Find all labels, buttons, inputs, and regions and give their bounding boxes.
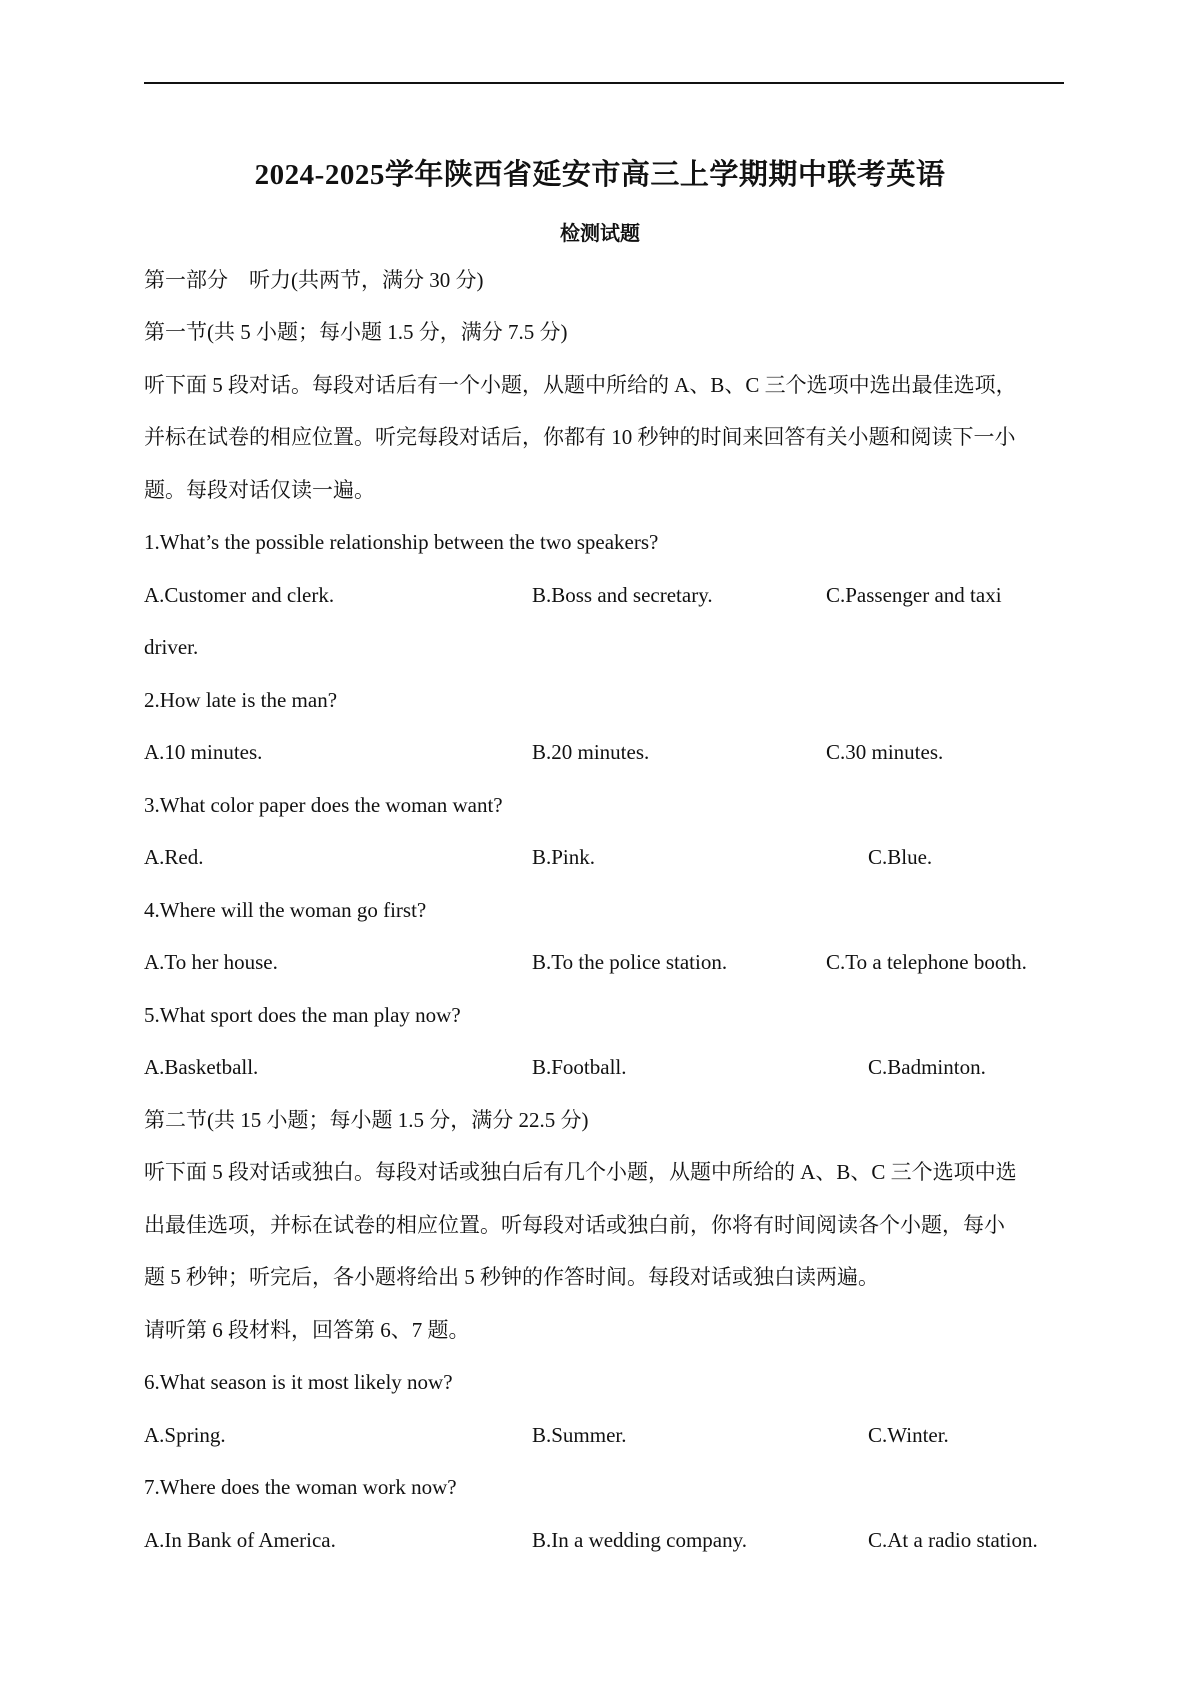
- question-1-option-c-continued: driver.: [144, 635, 199, 659]
- page-subtitle: 检测试题: [560, 223, 640, 245]
- section2-heading: 第二节(共 15 小题；每小题 1.5 分，满分 22.5 分): [144, 1108, 589, 1132]
- question-1-option-a: A.Customer and clerk.: [144, 583, 335, 607]
- section1-instruction-line: 听下面 5 段对话。每段对话后有一个小题，从题中所给的 A、B、C 三个选项中选出最佳选项，: [144, 373, 1017, 397]
- question-6-option-b: B.Summer.: [532, 1423, 627, 1447]
- question-1-option-b: B.Boss and secretary.: [532, 583, 713, 607]
- question-2: 2.How late is the man?: [144, 688, 338, 712]
- question-2-option-a: A.10 minutes.: [144, 740, 263, 764]
- question-2-option-b: B.20 minutes.: [532, 740, 650, 764]
- question-7-option-c: C.At a radio station.: [868, 1528, 1038, 1552]
- question-2-option-c: C.30 minutes.: [826, 740, 944, 764]
- question-4-option-b: B.To the police station.: [532, 950, 728, 974]
- question-6-option-c: C.Winter.: [868, 1423, 949, 1447]
- question-3: 3.What color paper does the woman want?: [144, 793, 503, 817]
- section1-instruction-line: 题。每段对话仅读一遍。: [144, 478, 375, 502]
- question-5-option-c: C.Badminton.: [868, 1055, 986, 1079]
- question-5-option-b: B.Football.: [532, 1055, 627, 1079]
- page-title: 2024-2025学年陕西省延安市高三上学期期中联考英语: [254, 159, 946, 191]
- part1-heading: 第一部分 听力(共两节，满分 30 分): [144, 268, 484, 292]
- question-5-option-a: A.Basketball.: [144, 1055, 259, 1079]
- question-3-option-a: A.Red.: [144, 845, 204, 869]
- section2-instruction-line: 题 5 秒钟；听完后，各小题将给出 5 秒钟的作答时间。每段对话或独白读两遍。: [144, 1265, 879, 1289]
- question-6-option-a: A.Spring.: [144, 1423, 226, 1447]
- question-1: 1.What’s the possible relationship between the two speakers?: [144, 530, 659, 554]
- question-4-option-c: C.To a telephone booth.: [826, 950, 1027, 974]
- question-4: 4.Where will the woman go first?: [144, 898, 427, 922]
- section1-instruction-line: 并标在试卷的相应位置。听完每段对话后，你都有 10 秒钟的时间来回答有关小题和阅读下一小: [144, 425, 1016, 449]
- question-3-option-b: B.Pink.: [532, 845, 596, 869]
- top-rule: [144, 82, 1064, 84]
- question-3-option-c: C.Blue.: [868, 845, 933, 869]
- section2-instruction-line: 听下面 5 段对话或独白。每段对话或独白后有几个小题，从题中所给的 A、B、C 三个选项中选: [144, 1160, 1017, 1184]
- section2-instruction-line: 出最佳选项，并标在试卷的相应位置。听每段对话或独白前，你将有时间阅读各个小题，每小: [144, 1213, 1005, 1237]
- question-5: 5.What sport does the man play now?: [144, 1003, 461, 1027]
- question-7-option-a: A.In Bank of America.: [144, 1528, 336, 1552]
- question-1-option-c: C.Passenger and taxi: [826, 583, 1002, 607]
- question-7: 7.Where does the woman work now?: [144, 1475, 457, 1499]
- question-6: 6.What season is it most likely now?: [144, 1370, 453, 1394]
- question-7-option-b: B.In a wedding company.: [532, 1528, 748, 1552]
- question-4-option-a: A.To her house.: [144, 950, 278, 974]
- material-note: 请听第 6 段材料，回答第 6、7 题。: [144, 1318, 470, 1342]
- section1-heading: 第一节(共 5 小题；每小题 1.5 分，满分 7.5 分): [144, 320, 568, 344]
